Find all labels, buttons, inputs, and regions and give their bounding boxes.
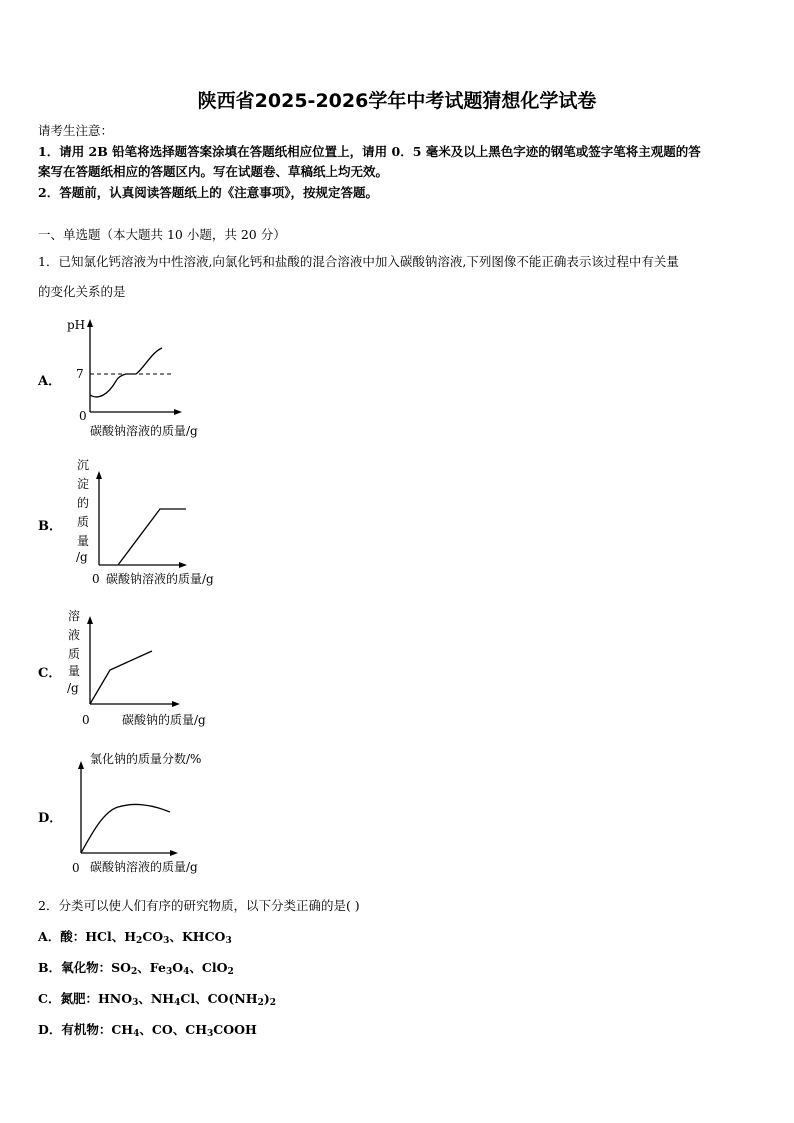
d-y-label: 氯化钠的质量分数/% — [90, 752, 202, 766]
q2-a-sep1: 、 — [111, 929, 125, 944]
c-y-arrow — [87, 616, 93, 624]
q2-d-sep2: 、 — [172, 1022, 186, 1037]
q2-d-f2: CO — [151, 1022, 173, 1037]
q1-option-a-graph — [60, 315, 240, 440]
d-origin: 0 — [72, 861, 80, 875]
q1-stem-line-2: 的变化关系的是 — [38, 284, 126, 299]
b-x-arrow — [179, 562, 187, 568]
q1-option-c-graph — [62, 606, 242, 731]
q2-b-f2s: 3 — [165, 967, 173, 977]
b-y-label-char-4: 质 — [77, 515, 90, 529]
b-y-label-char-1: 沉 — [77, 458, 90, 472]
c-y-label-char-5: /g — [67, 681, 79, 695]
q2-a-sep2: 、 — [169, 929, 182, 944]
b-y-label-char-3: 的 — [77, 496, 90, 510]
q2-b-f1s: 2 — [131, 967, 138, 977]
q2-a-f2a: H — [124, 929, 137, 944]
d-nacl-fraction-curve — [81, 804, 170, 853]
q1-option-c-label: C． — [38, 666, 62, 681]
c-origin: 0 — [82, 713, 90, 727]
q2-a-f2s: 2 — [136, 936, 143, 946]
d-x-arrow — [170, 850, 178, 856]
q2-c-f2b: Cl — [180, 991, 196, 1006]
a-y-tick-7: 7 — [76, 367, 84, 381]
q2-b-f3a: ClO — [201, 960, 228, 975]
b-y-arrow — [96, 471, 102, 479]
notice-line-1b: 案写在答题纸相应的答题区内。写在试题卷、草稿纸上均无效。 — [38, 164, 389, 179]
q2-a-f2s2: 3 — [163, 936, 170, 946]
q2-option-c — [38, 989, 276, 1008]
q2-d-f3a: CH — [185, 1022, 208, 1037]
q2-option-a — [38, 927, 232, 946]
b-precipitate-line — [118, 509, 186, 565]
d-y-arrow — [78, 761, 84, 769]
a-ph-curve — [90, 348, 162, 397]
q2-c-f1a: HNO — [97, 991, 133, 1006]
a-x-arrow — [174, 409, 182, 415]
a-x-label: 碳酸钠溶液的质量/g — [90, 424, 198, 438]
q2-option-d — [38, 1020, 257, 1039]
section-heading: 一、单选题（本大题共 10 小题，共 20 分） — [38, 227, 286, 242]
q2-c-sep1: 、 — [138, 991, 151, 1006]
q2-c-f3b: ) — [263, 991, 270, 1006]
q1-stem-line-1: 1．已知氯化钙溶液为中性溶液,向氯化钙和盐酸的混合溶液中加入碳酸钠溶液,下列图像不能正确表示该过程中有关量 — [38, 254, 679, 269]
q1-option-b-graph — [70, 455, 250, 590]
q2-d-f3s: 3 — [207, 1029, 214, 1039]
b-origin: 0 — [92, 572, 100, 586]
b-y-label-char-5: 量 — [77, 534, 90, 548]
q2-d-label: D．有机物： — [38, 1022, 112, 1037]
q2-b-sep1: 、 — [137, 960, 150, 975]
b-y-label-char-6: /g — [76, 550, 88, 564]
c-y-label-char-4: 量 — [68, 664, 81, 678]
c-y-label-char-3: 质 — [68, 647, 81, 661]
q2-b-label: B．氧化物： — [38, 960, 112, 975]
q2-b-f2a: Fe — [149, 960, 166, 975]
q2-d-f1a: CH — [111, 1022, 134, 1037]
q2-stem: 2．分类可以使人们有序的研究物质，以下分类正确的是( ) — [38, 898, 360, 913]
d-x-label: 碳酸钠溶液的质量/g — [90, 860, 198, 874]
c-x-arrow — [172, 701, 180, 707]
page-title: 陕西省2025-2026学年中考试题猜想化学试卷 — [197, 90, 597, 112]
q2-c-sep2: 、 — [195, 991, 208, 1006]
notice-line-2: 2．答题前，认真阅读答题纸上的《注意事项》，按规定答题。 — [38, 185, 378, 200]
q2-c-label: C．氮肥： — [38, 991, 98, 1006]
a-y-label: pH — [67, 318, 86, 332]
q2-a-f1: HCl — [85, 929, 112, 944]
c-solution-mass-line — [90, 651, 152, 704]
q2-option-b — [38, 958, 234, 977]
q2-a-f3a: KHCO — [181, 929, 226, 944]
q2-c-f1s: 3 — [132, 998, 139, 1008]
notice-line-1a: 1．请用 2B 铅笔将选择题答案涂填在答题纸相应位置上，请用 0．5 毫米及以上黑色字迹的钢笔或签字笔将主观题的答 — [38, 144, 701, 159]
q2-b-f1a: SO — [111, 960, 131, 975]
notice-heading: 请考生注意： — [38, 123, 114, 138]
q2-b-f2b: O — [172, 960, 184, 975]
q1-option-d-label: D． — [38, 811, 63, 826]
q2-d-sep1: 、 — [139, 1022, 152, 1037]
a-y-arrow — [87, 319, 93, 327]
c-x-label: 碳酸钠的质量/g — [122, 713, 206, 727]
b-y-label-char-2: 淀 — [77, 477, 90, 491]
q2-a-label: A．酸： — [38, 929, 86, 944]
q2-b-f3s: 2 — [227, 967, 234, 977]
q2-c-f3s: 2 — [257, 998, 264, 1008]
q2-b-f2s2: 4 — [183, 967, 190, 977]
q2-a-f3s: 3 — [225, 936, 232, 946]
c-y-label-char-1: 溶 — [68, 609, 81, 623]
q1-option-b-label: B． — [38, 519, 62, 534]
q2-c-f3s2: 2 — [269, 998, 277, 1008]
a-origin: 0 — [79, 409, 87, 423]
q2-d-f3b: COOH — [213, 1022, 257, 1037]
q2-c-f2a: NH — [150, 991, 175, 1006]
c-y-label-char-2: 液 — [68, 628, 81, 642]
q2-c-f3a: CO(NH — [207, 991, 258, 1006]
q1-option-a-label: A． — [38, 374, 62, 389]
b-x-label: 碳酸钠溶液的质量/g — [106, 572, 214, 586]
q2-a-f2b: CO — [142, 929, 164, 944]
q2-b-sep2: 、 — [189, 960, 202, 975]
q2-d-f1s: 4 — [133, 1029, 140, 1039]
q1-option-d-graph — [62, 745, 262, 875]
q2-c-f2s: 4 — [174, 998, 181, 1008]
